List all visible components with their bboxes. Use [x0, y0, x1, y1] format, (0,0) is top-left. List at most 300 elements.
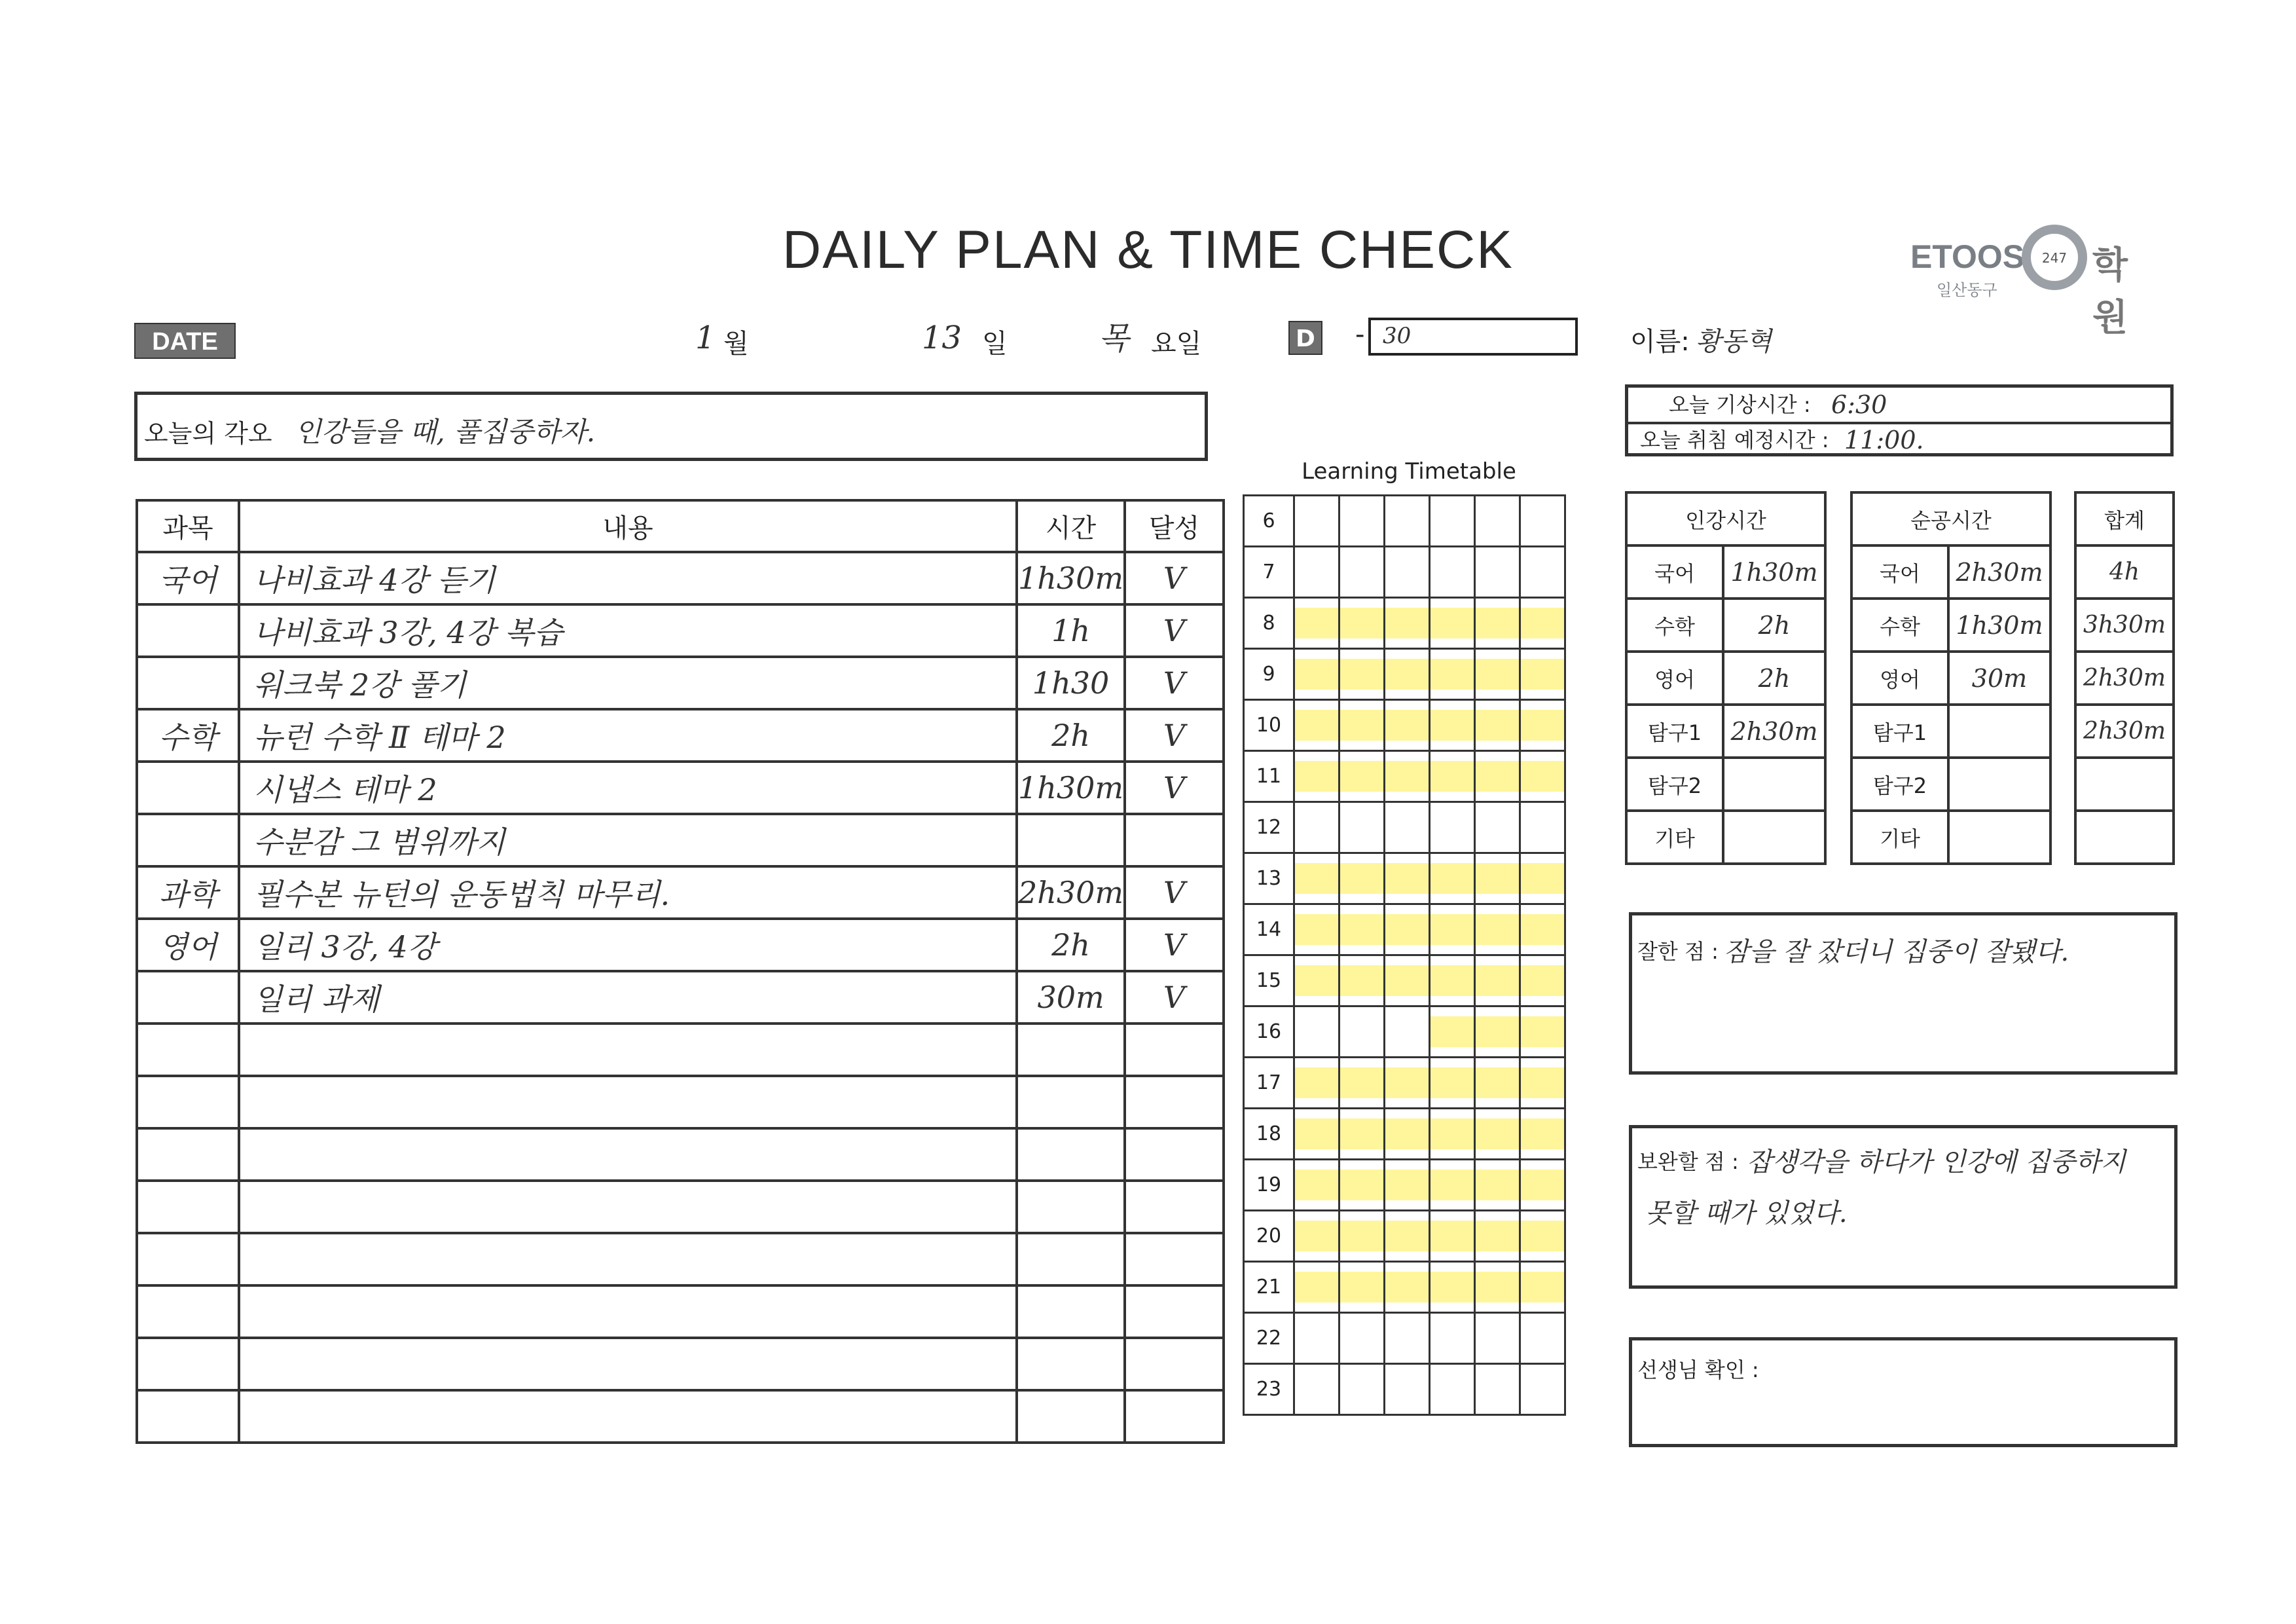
done-header: 달성 [1125, 500, 1224, 552]
timetable-row [1244, 649, 1565, 700]
plan-subject-cell[interactable] [137, 1233, 239, 1285]
time-block[interactable] [1339, 1109, 1385, 1160]
time-block[interactable] [1520, 955, 1565, 1006]
time-block[interactable] [1430, 1313, 1475, 1364]
time-block[interactable] [1385, 751, 1430, 802]
study-highlight [1295, 761, 1338, 792]
time-block[interactable] [1339, 1006, 1385, 1058]
plan-subject-cell[interactable] [137, 1338, 239, 1390]
time-block[interactable] [1430, 547, 1475, 598]
month-value[interactable]: 1 [695, 320, 716, 356]
time-block[interactable] [1520, 1109, 1565, 1160]
study-highlight [1295, 710, 1338, 741]
time-block[interactable] [1475, 1109, 1520, 1160]
time-block[interactable] [1430, 649, 1475, 700]
time-block[interactable] [1385, 1313, 1430, 1364]
logo-ring-icon [2022, 225, 2087, 290]
study-highlight [1385, 1118, 1429, 1149]
time-block[interactable] [1385, 1160, 1430, 1211]
hour-label: 10 [1244, 700, 1294, 751]
time-block[interactable] [1430, 1109, 1475, 1160]
time-block[interactable] [1294, 904, 1339, 955]
plan-done-cell[interactable] [1125, 1181, 1224, 1233]
hour-label: 18 [1244, 1109, 1294, 1160]
study-highlight [1295, 914, 1338, 945]
timetable-row [1244, 1262, 1565, 1313]
plan-done-cell[interactable]: V [1125, 971, 1224, 1024]
plan-subject-cell[interactable] [137, 657, 239, 709]
weekday-unit: 요일 [1151, 329, 1202, 359]
time-block[interactable] [1520, 649, 1565, 700]
study-highlight [1295, 1170, 1338, 1200]
study-highlight [1340, 914, 1383, 945]
time-block[interactable] [1339, 802, 1385, 853]
page-title: DAILY PLAN & TIME CHECK [782, 220, 1514, 280]
time-block[interactable] [1385, 955, 1430, 1006]
sleep-label: 오늘 취침 예정시간 : [1640, 428, 1829, 452]
lecture-value[interactable] [1723, 758, 1825, 811]
wake-value[interactable]: 6:30 [1831, 390, 1887, 419]
plan-done-cell[interactable]: V [1125, 604, 1224, 657]
study-subject: 탐구2 [1851, 758, 1948, 811]
plan-content-cell[interactable]: 나비효과 4강 듣기 [239, 552, 1017, 604]
study-highlight [1385, 1067, 1429, 1098]
plan-time-cell[interactable] [1017, 1233, 1125, 1285]
time-block[interactable] [1520, 1006, 1565, 1058]
plan-content-cell[interactable]: 워크북 2강 풀기 [239, 657, 1017, 709]
study-highlight [1521, 863, 1564, 894]
plan-time-cell[interactable]: 1h [1017, 604, 1125, 657]
time-block[interactable] [1430, 802, 1475, 853]
time-block[interactable] [1385, 1211, 1430, 1262]
plan-time-cell[interactable] [1017, 1338, 1125, 1390]
time-block[interactable] [1520, 904, 1565, 955]
time-block[interactable] [1385, 1262, 1430, 1313]
time-block[interactable] [1339, 1364, 1385, 1415]
plan-done-cell[interactable] [1125, 1233, 1224, 1285]
plan-subject-cell[interactable] [137, 604, 239, 657]
plan-subject-cell[interactable] [137, 1390, 239, 1443]
time-block[interactable] [1294, 598, 1339, 649]
plan-subject-cell[interactable] [137, 1128, 239, 1181]
hour-label: 7 [1244, 547, 1294, 598]
study-highlight [1521, 1170, 1564, 1200]
study-value[interactable]: 1h30m [1948, 599, 2050, 652]
subject-header: 과목 [137, 500, 239, 552]
plan-done-cell[interactable] [1125, 1076, 1224, 1128]
study-value[interactable] [1948, 758, 2050, 811]
plan-done-cell[interactable]: V [1125, 657, 1224, 709]
time-block[interactable] [1520, 1058, 1565, 1109]
time-block[interactable] [1520, 1211, 1565, 1262]
study-value[interactable]: 30m [1948, 652, 2050, 705]
plan-content-cell[interactable]: 수분감 그 범위까지 [239, 814, 1017, 866]
time-block[interactable] [1339, 547, 1385, 598]
time-block[interactable] [1339, 1262, 1385, 1313]
plan-time-cell[interactable] [1017, 1076, 1125, 1128]
study-row [1851, 599, 2050, 652]
plan-done-cell[interactable]: V [1125, 919, 1224, 971]
content-header: 내용 [239, 500, 1017, 552]
hour-label: 8 [1244, 598, 1294, 649]
plan-done-cell[interactable] [1125, 1128, 1224, 1181]
d-day-dash: - [1355, 320, 1365, 350]
time-block[interactable] [1475, 1262, 1520, 1313]
study-row [1851, 652, 2050, 705]
time-block[interactable] [1339, 598, 1385, 649]
plan-done-cell[interactable] [1125, 1390, 1224, 1443]
timetable-row [1244, 496, 1565, 547]
timetable-title: Learning Timetable [1302, 458, 1516, 485]
study-subject: 수학 [1851, 599, 1948, 652]
time-block[interactable] [1294, 1262, 1339, 1313]
total-row [2075, 811, 2174, 864]
plan-subject-cell[interactable]: 국어 [137, 552, 239, 604]
lecture-time-table [1625, 491, 1827, 865]
study-highlight [1295, 1221, 1338, 1251]
time-block[interactable] [1475, 1058, 1520, 1109]
study-highlight [1430, 914, 1474, 945]
time-block[interactable] [1294, 955, 1339, 1006]
total-title: 합계 [2075, 492, 2174, 545]
plan-done-cell[interactable]: V [1125, 762, 1224, 814]
plan-time-cell[interactable]: 2h30m [1017, 866, 1125, 919]
plan-time-cell[interactable] [1017, 814, 1125, 866]
plan-time-cell[interactable] [1017, 1390, 1125, 1443]
time-block[interactable] [1475, 751, 1520, 802]
time-block[interactable] [1294, 1109, 1339, 1160]
name-label: 이름: [1630, 327, 1690, 357]
time-block[interactable] [1475, 1160, 1520, 1211]
plan-subject-cell[interactable]: 영어 [137, 919, 239, 971]
time-block[interactable] [1385, 496, 1430, 547]
plan-content-cell[interactable] [239, 1181, 1017, 1233]
study-highlight [1430, 608, 1474, 638]
hour-label: 9 [1244, 649, 1294, 700]
name-value[interactable]: 황동혁 [1696, 327, 1772, 357]
time-block[interactable] [1385, 1109, 1430, 1160]
time-block[interactable] [1385, 904, 1430, 955]
plan-done-cell[interactable]: V [1125, 866, 1224, 919]
time-block[interactable] [1430, 496, 1475, 547]
study-highlight [1476, 761, 1519, 792]
plan-subject-cell[interactable] [137, 814, 239, 866]
total-value[interactable] [2075, 811, 2174, 864]
plan-subject-cell[interactable]: 수학 [137, 709, 239, 762]
study-time-table [1850, 491, 2052, 865]
time-block[interactable] [1430, 955, 1475, 1006]
time-block[interactable] [1385, 547, 1430, 598]
time-block[interactable] [1520, 802, 1565, 853]
time-block[interactable] [1430, 1058, 1475, 1109]
lecture-subject: 기타 [1626, 811, 1723, 864]
time-block[interactable] [1294, 1211, 1339, 1262]
study-highlight [1340, 1170, 1383, 1200]
plan-time-cell[interactable] [1017, 1285, 1125, 1338]
time-block[interactable] [1475, 955, 1520, 1006]
good-text: 잠을 잘 잤더니 집중이 잘됐다. [1724, 937, 2069, 967]
hour-label: 14 [1244, 904, 1294, 955]
time-block[interactable] [1385, 853, 1430, 904]
plan-subject-cell[interactable] [137, 1285, 239, 1338]
plan-content-cell[interactable]: 나비효과 3강, 4강 복습 [239, 604, 1017, 657]
study-highlight [1430, 1118, 1474, 1149]
plan-subject-cell[interactable] [137, 1024, 239, 1076]
total-value[interactable]: 2h30m [2075, 705, 2174, 758]
time-block[interactable] [1475, 802, 1520, 853]
plan-row [137, 552, 1224, 604]
time-block[interactable] [1385, 649, 1430, 700]
etoos-logo [1910, 219, 2159, 339]
lecture-value[interactable]: 2h [1723, 599, 1825, 652]
resolve-label: 오늘의 각오 [144, 419, 272, 448]
time-block[interactable] [1294, 1058, 1339, 1109]
plan-done-cell[interactable] [1125, 1285, 1224, 1338]
timetable-row [1244, 853, 1565, 904]
plan-time-cell[interactable]: 30m [1017, 971, 1125, 1024]
time-block[interactable] [1294, 802, 1339, 853]
logo-branch: 일산동구 [1937, 281, 1997, 299]
total-value[interactable]: 4h [2075, 545, 2174, 599]
resolve-box[interactable] [134, 392, 1208, 461]
study-highlight [1521, 608, 1564, 638]
time-block[interactable] [1385, 1058, 1430, 1109]
total-value[interactable]: 2h30m [2075, 652, 2174, 705]
timetable-row [1244, 547, 1565, 598]
plan-time-cell[interactable] [1017, 1128, 1125, 1181]
time-block[interactable] [1339, 496, 1385, 547]
total-row [2075, 545, 2174, 599]
time-block[interactable] [1475, 904, 1520, 955]
plan-done-cell[interactable] [1125, 814, 1224, 866]
plan-subject-cell[interactable] [137, 971, 239, 1024]
timetable-row [1244, 1313, 1565, 1364]
time-block[interactable] [1520, 1364, 1565, 1415]
study-highlight [1385, 1221, 1429, 1251]
study-value[interactable]: 2h30m [1948, 545, 2050, 599]
study-highlight [1340, 863, 1383, 894]
time-header: 시간 [1017, 500, 1125, 552]
time-block[interactable] [1520, 700, 1565, 751]
plan-content-cell[interactable] [239, 1390, 1017, 1443]
time-block[interactable] [1520, 751, 1565, 802]
time-block[interactable] [1430, 751, 1475, 802]
lecture-value[interactable]: 2h [1723, 652, 1825, 705]
time-block[interactable] [1339, 904, 1385, 955]
study-value[interactable] [1948, 705, 2050, 758]
study-highlight [1430, 659, 1474, 690]
time-block[interactable] [1475, 1313, 1520, 1364]
improve-points-box[interactable] [1629, 1125, 2178, 1289]
plan-subject-cell[interactable]: 과학 [137, 866, 239, 919]
time-block[interactable] [1520, 496, 1565, 547]
time-block[interactable] [1294, 649, 1339, 700]
d-day-field[interactable] [1368, 318, 1578, 356]
plan-subject-cell[interactable] [137, 1181, 239, 1233]
time-block[interactable] [1520, 853, 1565, 904]
plan-done-cell[interactable]: V [1125, 552, 1224, 604]
time-block[interactable] [1475, 700, 1520, 751]
time-block[interactable] [1430, 598, 1475, 649]
time-block[interactable] [1430, 853, 1475, 904]
plan-content-cell[interactable] [239, 1285, 1017, 1338]
time-block[interactable] [1294, 1313, 1339, 1364]
plan-time-cell[interactable] [1017, 1024, 1125, 1076]
study-highlight [1521, 1221, 1564, 1251]
plan-row [137, 709, 1224, 762]
study-highlight [1295, 1272, 1338, 1302]
time-block[interactable] [1475, 1211, 1520, 1262]
plan-subject-cell[interactable] [137, 762, 239, 814]
time-block[interactable] [1475, 1006, 1520, 1058]
plan-row [137, 1338, 1224, 1390]
total-table [2074, 491, 2175, 865]
plan-subject-cell[interactable] [137, 1076, 239, 1128]
timetable-row [1244, 1109, 1565, 1160]
total-row [2075, 652, 2174, 705]
lecture-value[interactable] [1723, 811, 1825, 864]
time-block[interactable] [1430, 1262, 1475, 1313]
lecture-row [1626, 599, 1825, 652]
plan-time-cell[interactable]: 2h [1017, 709, 1125, 762]
hour-label: 11 [1244, 751, 1294, 802]
time-block[interactable] [1339, 1313, 1385, 1364]
weekday-value[interactable]: 목 [1099, 320, 1129, 357]
time-block[interactable] [1339, 1160, 1385, 1211]
lecture-row [1626, 811, 1825, 864]
plan-content-cell[interactable]: 필수본 뉴턴의 운동법칙 마무리. [239, 866, 1017, 919]
sleep-value[interactable]: 11:00. [1844, 426, 1924, 454]
time-block[interactable] [1520, 1262, 1565, 1313]
plan-content-cell[interactable] [239, 1338, 1017, 1390]
time-block[interactable] [1294, 751, 1339, 802]
total-value[interactable]: 3h30m [2075, 599, 2174, 652]
time-block[interactable] [1294, 1364, 1339, 1415]
study-highlight [1385, 914, 1429, 945]
time-block[interactable] [1430, 1160, 1475, 1211]
time-block[interactable] [1294, 700, 1339, 751]
time-block[interactable] [1475, 649, 1520, 700]
time-block[interactable] [1339, 751, 1385, 802]
schedule-box [1625, 384, 2174, 456]
lecture-subject: 영어 [1626, 652, 1723, 705]
study-highlight [1295, 863, 1338, 894]
time-block[interactable] [1339, 700, 1385, 751]
time-block[interactable] [1339, 1058, 1385, 1109]
study-highlight [1476, 1067, 1519, 1098]
time-block[interactable] [1385, 1006, 1430, 1058]
time-block[interactable] [1520, 547, 1565, 598]
plan-content-cell[interactable]: 뉴런 수학 Ⅱ 테마 2 [239, 709, 1017, 762]
plan-row [137, 971, 1224, 1024]
study-highlight [1385, 710, 1429, 741]
time-block[interactable] [1430, 700, 1475, 751]
plan-time-cell[interactable]: 1h30 [1017, 657, 1125, 709]
plan-time-cell[interactable]: 2h [1017, 919, 1125, 971]
good-points-box[interactable] [1629, 912, 2178, 1075]
study-highlight [1476, 1016, 1519, 1047]
time-block[interactable] [1475, 598, 1520, 649]
time-block[interactable] [1475, 1364, 1520, 1415]
total-value[interactable] [2075, 758, 2174, 811]
logo-circle-text: 247 [2041, 250, 2068, 266]
plan-row [137, 866, 1224, 919]
study-highlight [1340, 710, 1383, 741]
time-block[interactable] [1475, 853, 1520, 904]
plan-content-cell[interactable]: 일리 과제 [239, 971, 1017, 1024]
time-block[interactable] [1475, 496, 1520, 547]
study-highlight [1385, 659, 1429, 690]
time-block[interactable] [1339, 853, 1385, 904]
time-block[interactable] [1385, 700, 1430, 751]
time-block[interactable] [1339, 649, 1385, 700]
time-block[interactable] [1430, 904, 1475, 955]
time-block[interactable] [1339, 955, 1385, 1006]
plan-row [137, 1181, 1224, 1233]
timetable-row [1244, 802, 1565, 853]
time-block[interactable] [1520, 1313, 1565, 1364]
logo-brand: ETOOS [1910, 238, 2025, 275]
time-block[interactable] [1385, 1364, 1430, 1415]
plan-row [137, 1076, 1224, 1128]
time-block[interactable] [1430, 1006, 1475, 1058]
time-block[interactable] [1294, 496, 1339, 547]
d-day-badge: D [1288, 321, 1322, 355]
lecture-subject: 탐구1 [1626, 705, 1723, 758]
good-label: 잘한 점 : [1637, 939, 1719, 964]
plan-done-cell[interactable] [1125, 1024, 1224, 1076]
timetable-row [1244, 955, 1565, 1006]
teacher-confirm-box[interactable] [1629, 1337, 2178, 1447]
time-block[interactable] [1385, 802, 1430, 853]
time-block[interactable] [1294, 853, 1339, 904]
plan-content-cell[interactable]: 시냅스 테마 2 [239, 762, 1017, 814]
time-block[interactable] [1430, 1211, 1475, 1262]
time-block[interactable] [1294, 547, 1339, 598]
plan-content-cell[interactable] [239, 1128, 1017, 1181]
lecture-subject: 수학 [1626, 599, 1723, 652]
plan-time-cell[interactable]: 1h30m [1017, 762, 1125, 814]
plan-done-cell[interactable] [1125, 1338, 1224, 1390]
time-block[interactable] [1520, 1160, 1565, 1211]
plan-content-cell[interactable]: 일리 3강, 4강 [239, 919, 1017, 971]
time-block[interactable] [1294, 1006, 1339, 1058]
plan-content-cell[interactable] [239, 1024, 1017, 1076]
plan-content-cell[interactable] [239, 1233, 1017, 1285]
day-unit: 일 [982, 329, 1008, 359]
study-highlight [1521, 761, 1564, 792]
time-block[interactable] [1475, 547, 1520, 598]
study-highlight [1430, 1170, 1474, 1200]
plan-done-cell[interactable]: V [1125, 709, 1224, 762]
time-block[interactable] [1520, 598, 1565, 649]
total-row [2075, 758, 2174, 811]
time-block[interactable] [1339, 1211, 1385, 1262]
study-value[interactable] [1948, 811, 2050, 864]
plan-time-cell[interactable] [1017, 1181, 1125, 1233]
lecture-value[interactable]: 2h30m [1723, 705, 1825, 758]
time-block[interactable] [1385, 598, 1430, 649]
time-block[interactable] [1294, 1160, 1339, 1211]
study-highlight [1385, 761, 1429, 792]
study-highlight [1521, 1067, 1564, 1098]
plan-content-cell[interactable] [239, 1076, 1017, 1128]
lecture-value[interactable]: 1h30m [1723, 545, 1825, 599]
day-value[interactable]: 13 [922, 320, 962, 356]
study-highlight [1476, 1170, 1519, 1200]
plan-time-cell[interactable]: 1h30m [1017, 552, 1125, 604]
time-block[interactable] [1430, 1364, 1475, 1415]
